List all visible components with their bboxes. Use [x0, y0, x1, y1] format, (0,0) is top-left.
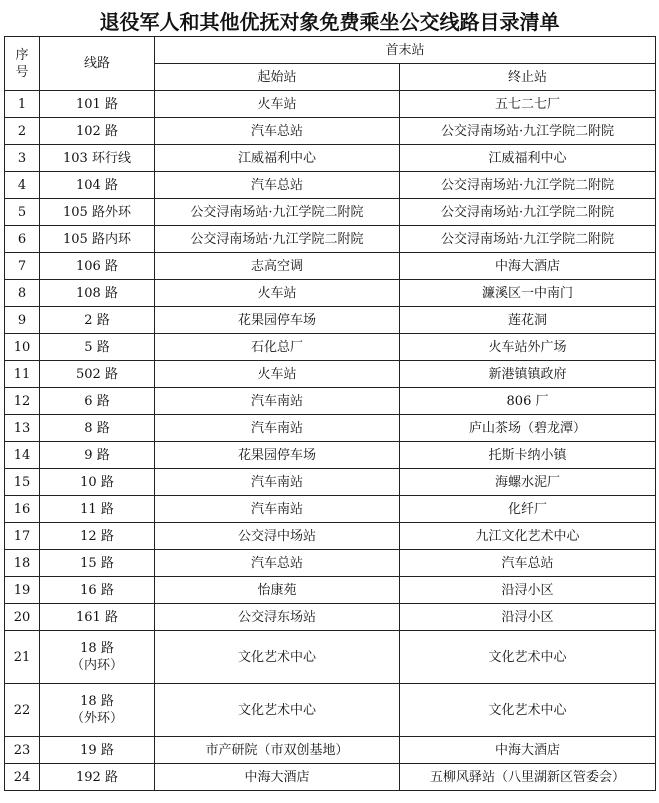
table-row [5, 496, 656, 523]
row-index: 13 [5, 415, 40, 442]
row-end: 新港镇镇政府 [400, 361, 656, 388]
row-index: 12 [5, 388, 40, 415]
row-index: 21 [5, 631, 40, 684]
row-index: 7 [5, 253, 40, 280]
table-row [5, 631, 656, 684]
row-end: 中海大酒店 [400, 737, 656, 764]
row-route [40, 684, 155, 737]
row-route-line1: 18 路 [80, 641, 114, 656]
row-route: 16 路 [40, 577, 155, 604]
index-header-line1: 序 [15, 47, 29, 63]
table-row [5, 226, 656, 253]
table-row [5, 307, 656, 334]
row-end: 九江文化艺术中心 [400, 523, 656, 550]
row-end: 公交浔南场站·九江学院二附院 [400, 226, 656, 253]
row-index: 14 [5, 442, 40, 469]
row-start: 汽车南站 [155, 388, 400, 415]
row-route-line1: 18 路 [80, 694, 114, 709]
row-end: 江威福利中心 [400, 145, 656, 172]
route-header: 线路 [40, 37, 155, 91]
row-end: 公交浔南场站·九江学院二附院 [400, 172, 656, 199]
table-row [5, 684, 656, 737]
row-end: 中海大酒店 [400, 253, 656, 280]
row-index: 11 [5, 361, 40, 388]
row-index: 20 [5, 604, 40, 631]
row-route: 15 路 [40, 550, 155, 577]
row-start: 花果园停车场 [155, 442, 400, 469]
table-row [5, 737, 656, 764]
row-end: 五柳风驿站（八里湖新区管委会） [400, 764, 656, 791]
row-start: 石化总厂 [155, 334, 400, 361]
table-row [5, 172, 656, 199]
row-index: 15 [5, 469, 40, 496]
row-end: 化纤厂 [400, 496, 656, 523]
row-index: 18 [5, 550, 40, 577]
table-row [5, 523, 656, 550]
start-station-header: 起始站 [155, 64, 400, 91]
row-start: 汽车总站 [155, 550, 400, 577]
bus-route-table [4, 36, 656, 791]
row-route: 2 路 [40, 307, 155, 334]
table-row [5, 253, 656, 280]
row-end: 公交浔南场站·九江学院二附院 [400, 118, 656, 145]
row-route: 192 路 [40, 764, 155, 791]
row-route: 103 环行线 [40, 145, 155, 172]
row-index: 2 [5, 118, 40, 145]
row-index: 16 [5, 496, 40, 523]
row-index: 1 [5, 91, 40, 118]
row-index: 5 [5, 199, 40, 226]
index-header [5, 37, 40, 91]
row-route: 11 路 [40, 496, 155, 523]
row-start: 文化艺术中心 [155, 631, 400, 684]
row-start: 市产研院（市双创基地） [155, 737, 400, 764]
table-row [5, 91, 656, 118]
row-end: 806 厂 [400, 388, 656, 415]
row-route: 9 路 [40, 442, 155, 469]
table-row [5, 442, 656, 469]
row-end: 海螺水泥厂 [400, 469, 656, 496]
row-route: 161 路 [40, 604, 155, 631]
row-index: 22 [5, 684, 40, 737]
table-row [5, 361, 656, 388]
row-index: 9 [5, 307, 40, 334]
row-start: 文化艺术中心 [155, 684, 400, 737]
row-start: 中海大酒店 [155, 764, 400, 791]
row-start: 火车站 [155, 280, 400, 307]
row-start: 汽车总站 [155, 172, 400, 199]
table-row [5, 145, 656, 172]
row-start: 汽车总站 [155, 118, 400, 145]
row-route: 10 路 [40, 469, 155, 496]
row-start: 汽车南站 [155, 415, 400, 442]
table-row [5, 577, 656, 604]
row-end: 五七二七厂 [400, 91, 656, 118]
table-row [5, 550, 656, 577]
row-start: 火车站 [155, 361, 400, 388]
row-route: 101 路 [40, 91, 155, 118]
row-route: 105 路外环 [40, 199, 155, 226]
row-end: 莲花洞 [400, 307, 656, 334]
row-route [40, 631, 155, 684]
row-index: 10 [5, 334, 40, 361]
row-index: 3 [5, 145, 40, 172]
table-row [5, 280, 656, 307]
row-start: 怡康苑 [155, 577, 400, 604]
table-row [5, 415, 656, 442]
row-index: 24 [5, 764, 40, 791]
row-index: 17 [5, 523, 40, 550]
document-title: 退役军人和其他优抚对象免费乘坐公交线路目录清单 [99, 10, 560, 34]
row-index: 8 [5, 280, 40, 307]
row-end: 文化艺术中心 [400, 684, 656, 737]
row-end: 沿浔小区 [400, 604, 656, 631]
row-route: 5 路 [40, 334, 155, 361]
row-index: 19 [5, 577, 40, 604]
row-end: 沿浔小区 [400, 577, 656, 604]
row-start: 公交浔中场站 [155, 523, 400, 550]
table-row [5, 199, 656, 226]
row-end: 汽车总站 [400, 550, 656, 577]
row-route: 8 路 [40, 415, 155, 442]
row-route: 12 路 [40, 523, 155, 550]
row-start: 公交浔南场站·九江学院二附院 [155, 199, 400, 226]
row-index: 6 [5, 226, 40, 253]
row-start: 公交浔南场站·九江学院二附院 [155, 226, 400, 253]
table-row [5, 118, 656, 145]
stations-header: 首末站 [155, 37, 656, 64]
row-start: 江威福利中心 [155, 145, 400, 172]
table-row [5, 334, 656, 361]
row-route: 106 路 [40, 253, 155, 280]
row-route: 102 路 [40, 118, 155, 145]
row-route: 108 路 [40, 280, 155, 307]
row-start: 公交浔东场站 [155, 604, 400, 631]
row-start: 花果园停车场 [155, 307, 400, 334]
row-end: 托斯卡纳小镇 [400, 442, 656, 469]
row-start: 汽车南站 [155, 496, 400, 523]
row-route: 6 路 [40, 388, 155, 415]
row-route-line2: （外环） [70, 711, 123, 726]
row-start: 志高空调 [155, 253, 400, 280]
row-end: 火车站外广场 [400, 334, 656, 361]
table-row [5, 388, 656, 415]
row-index: 4 [5, 172, 40, 199]
row-end: 文化艺术中心 [400, 631, 656, 684]
row-route: 104 路 [40, 172, 155, 199]
row-route: 502 路 [40, 361, 155, 388]
row-route-line2: （内环） [70, 658, 123, 673]
row-end: 濂溪区一中南门 [400, 280, 656, 307]
table-row [5, 469, 656, 496]
index-header-line2: 号 [15, 64, 29, 80]
row-start: 汽车南站 [155, 469, 400, 496]
end-station-header: 终止站 [400, 64, 656, 91]
row-index: 23 [5, 737, 40, 764]
row-route: 105 路内环 [40, 226, 155, 253]
row-end: 庐山茶场（碧龙潭） [400, 415, 656, 442]
row-route: 19 路 [40, 737, 155, 764]
table-row [5, 604, 656, 631]
row-start: 火车站 [155, 91, 400, 118]
row-end: 公交浔南场站·九江学院二附院 [400, 199, 656, 226]
table-row [5, 764, 656, 791]
